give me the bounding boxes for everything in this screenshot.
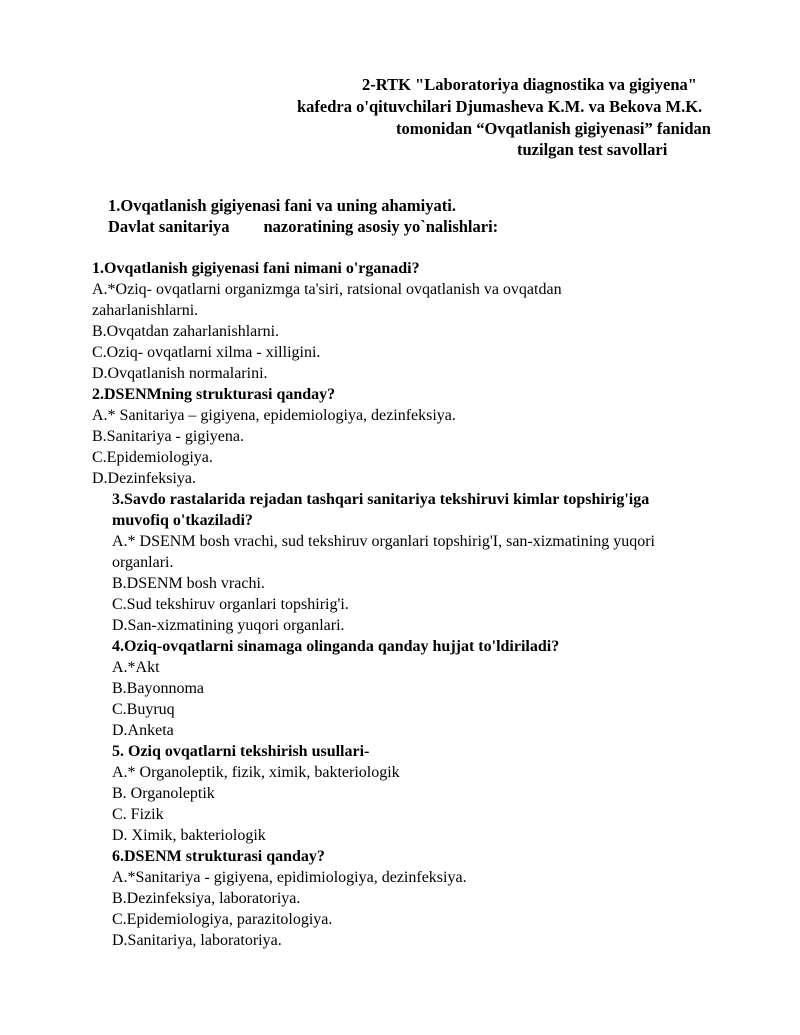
section-subtitle-part-2: nazoratining asosiy yo`nalishlari: [263,217,499,236]
question-3-answer-b: B.DSENM bosh vrachi. [112,575,265,592]
question-5-answer-d: D. Ximik, bakteriologik [112,827,266,844]
question-3-answer-a-line-1: A.* DSENM bosh vrachi, sud tekshiruv organlari topshirig'I, san-xizmatining yuqori [112,533,655,550]
question-6-answer-b: B.Dezinfeksiya, laboratoriya. [112,890,301,907]
section-subtitle-part-1: Davlat sanitariya [108,217,230,236]
question-1-text: 1.Ovqatlanish gigiyenasi fani nimani o'rganadi? [92,260,420,277]
question-4-answer-b: B.Bayonnoma [112,680,204,697]
question-5-answer-c: C. Fizik [112,806,164,823]
question-6-answer-d: D.Sanitariya, laboratoriya. [112,932,282,949]
header-line-2: kafedra o'qituvchilari Djumasheva K.M. va Bekova M.K. [297,97,703,116]
question-3-answer-a-line-2: organlari. [112,554,174,571]
question-1-answer-d: D.Ovqatlanish normalarini. [92,365,268,382]
question-2-answer-a: A.* Sanitariya – gigiyena, epidemiologiya, dezinfeksiya. [92,407,456,424]
question-3-text-line-2: muvofiq o'tkaziladi? [112,512,253,529]
header-line-1: 2-RTK "Laboratoriya diagnostika va gigiyena" [362,75,697,94]
question-5-answer-a: A.* Organoleptik, fizik, ximik, bakteriologik [112,764,400,781]
question-4-answer-a: A.*Akt [112,659,160,676]
question-block-1 [92,258,562,489]
question-1-answer-a-line-1: A.*Oziq- ovqatlarni organizmga ta'siri, ratsional ovqatlanish va ovqatdan [92,281,562,298]
question-3-answer-c: C.Sud tekshiruv organlari topshirig'i. [112,596,349,613]
question-2-answer-d: D.Dezinfeksiya. [92,470,196,487]
header-line-4: tuzilgan test savollari [517,140,668,159]
question-1-answer-c: C.Oziq- ovqatlarni xilma - xilligini. [92,344,321,361]
section-title: 1.Ovqatlanish gigiyenasi fani va uning ahamiyati. [108,196,456,215]
question-1-answer-a-line-2: zaharlanishlarni. [92,302,199,319]
question-2-answer-b: B.Sanitariya - gigiyena. [92,428,244,445]
question-block-2 [112,489,655,951]
question-5-answer-b: B. Organoleptik [112,785,215,802]
question-5-text: 5. Oziq ovqatlarni tekshirish usullari- [112,743,370,760]
question-3-text-line-1: 3.Savdo rastalarida rejadan tashqari sanitariya tekshiruvi kimlar topshirig'iga [112,491,650,508]
question-6-answer-a: A.*Sanitariya - gigiyena, epidimiologiya, dezinfeksiya. [112,869,467,886]
question-4-text: 4.Oziq-ovqatlarni sinamaga olinganda qanday hujjat to'ldiriladi? [112,638,560,655]
question-6-text: 6.DSENM strukturasi qanday? [112,848,325,865]
question-4-answer-c: C.Buyruq [112,701,175,718]
section-subtitle [108,217,498,237]
question-3-answer-d: D.San-xizmatining yuqori organlari. [112,617,345,634]
question-2-text: 2.DSENMning strukturasi qanday? [92,386,336,403]
question-6-answer-c: C.Epidemiologiya, parazitologiya. [112,911,333,928]
question-2-answer-c: C.Epidemiologiya. [92,449,213,466]
question-4-answer-d: D.Anketa [112,722,174,739]
question-1-answer-b: B.Ovqatdan zaharlanishlarni. [92,323,280,340]
header-line-3: tomonidan “Ovqatlanish gigiyenasi” fanidan [396,119,711,138]
